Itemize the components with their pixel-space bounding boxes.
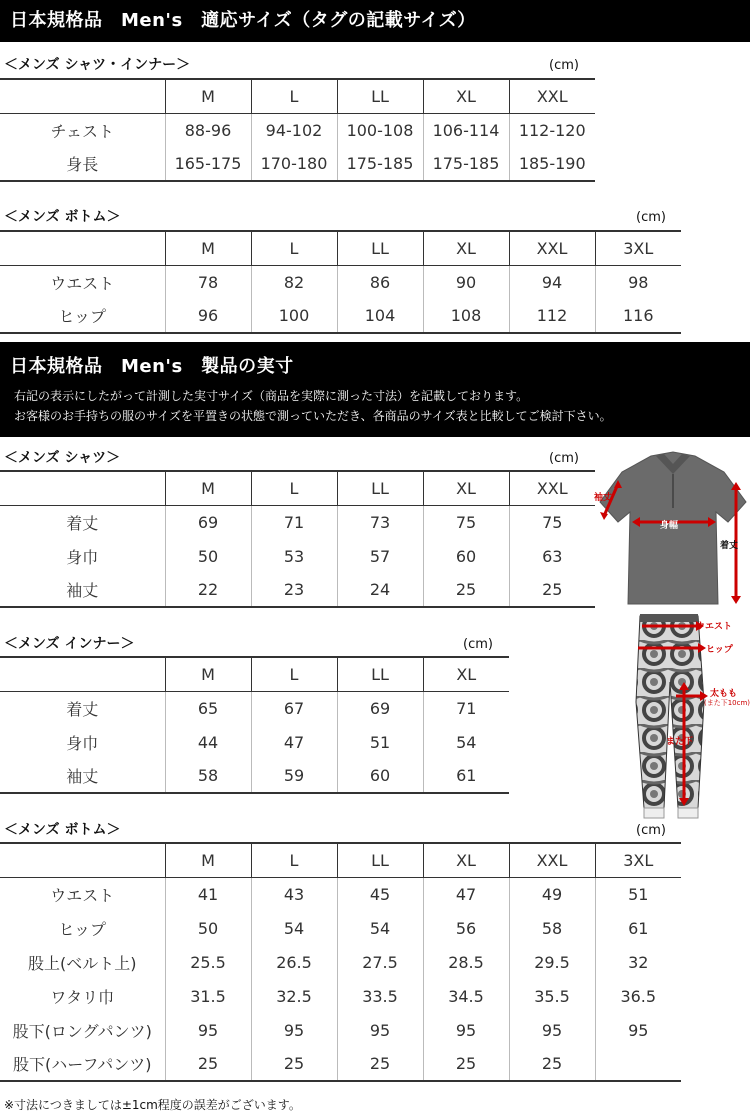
- table-cell: 90: [423, 265, 509, 299]
- row-label: 身巾: [66, 733, 99, 753]
- shirt-width-label: 身幅: [660, 521, 679, 531]
- table-row: [0, 877, 681, 911]
- size-header: XL: [423, 843, 509, 877]
- row-label: ウエスト: [50, 273, 115, 293]
- bottoms-actual-title: ＜メンズ ボトム＞: [4, 822, 121, 838]
- table-row: [0, 147, 595, 181]
- header-corner: [0, 471, 165, 505]
- table-cell: 116: [595, 299, 681, 333]
- table-row: [0, 1047, 681, 1081]
- size-header: XL: [423, 657, 509, 691]
- row-label: 袖丈: [0, 759, 165, 793]
- table-cell: 32: [595, 945, 681, 979]
- table-row: [0, 911, 681, 945]
- shirts-inner-fit-title: ＜メンズ シャツ・インナー＞: [4, 57, 191, 73]
- size-header: XL: [423, 231, 509, 265]
- size-header: M: [165, 231, 251, 265]
- actual-size-banner-title: 日本規格品 Men's 製品の実寸: [10, 356, 294, 377]
- row-label: ウエスト: [50, 885, 115, 905]
- bottoms-fit-table: [0, 230, 681, 334]
- header-row: [0, 471, 595, 505]
- table-cell: 51: [337, 725, 423, 759]
- header-row: [0, 843, 681, 877]
- header-row: [0, 231, 681, 265]
- row-label: 袖丈: [0, 573, 165, 607]
- table-cell: 25: [423, 1047, 509, 1081]
- table-cell: 54: [423, 725, 509, 759]
- inner-actual-unit: (cm): [463, 637, 493, 652]
- size-header: XXL: [509, 231, 595, 265]
- table-cell: 69: [165, 505, 251, 539]
- table-cell: 23: [251, 573, 337, 607]
- table-cell: 43: [251, 877, 337, 911]
- table-cell: 106-114: [423, 113, 509, 147]
- table-cell: 33.5: [337, 979, 423, 1013]
- table-cell: 71: [423, 691, 509, 725]
- table-cell: 86: [337, 265, 423, 299]
- table-cell: 95: [423, 1013, 509, 1047]
- table-cell: 50: [165, 911, 251, 945]
- row-label: 着丈: [66, 513, 99, 533]
- table-cell: 112-120: [509, 113, 595, 147]
- bottoms-fit-unit: (cm): [636, 210, 666, 225]
- table-cell: 50: [165, 539, 251, 573]
- table-cell: 25: [509, 573, 595, 607]
- header-corner: [0, 657, 165, 691]
- header-row: [0, 79, 595, 113]
- table-cell: 175-185: [337, 147, 423, 181]
- table-cell: 185-190: [509, 147, 595, 181]
- row-label: 着丈: [66, 699, 99, 719]
- shirt-diagram: [596, 448, 750, 608]
- table-cell: 41: [165, 877, 251, 911]
- pants-inseam-label: また下: [666, 737, 694, 747]
- row-label: ワタリ巾: [50, 987, 115, 1007]
- table-cell: 95: [251, 1013, 337, 1047]
- inner-actual-table: [0, 656, 509, 794]
- table-cell: 73: [337, 505, 423, 539]
- table-row: [0, 945, 681, 979]
- table-cell: 75: [423, 505, 509, 539]
- size-header: LL: [337, 79, 423, 113]
- table-cell: 69: [337, 691, 423, 725]
- table-cell: 25: [509, 1047, 595, 1081]
- table-cell: 22: [165, 573, 251, 607]
- table-cell: 75: [509, 505, 595, 539]
- size-header: L: [251, 471, 337, 505]
- row-label: 股上(ベルト上): [28, 953, 137, 973]
- table-row: [0, 1013, 681, 1047]
- table-cell: 63: [509, 539, 595, 573]
- table-row: [0, 265, 681, 299]
- table-cell: 95: [165, 1013, 251, 1047]
- table-cell: 65: [165, 691, 251, 725]
- pants-hip-label: ヒップ: [706, 645, 733, 655]
- fit-size-banner-title: 日本規格品 Men's 適応サイズ（タグの記載サイズ）: [10, 10, 476, 31]
- shirts-inner-fit-unit: (cm): [549, 58, 579, 73]
- row-label: ヒップ: [58, 919, 107, 939]
- table-cell: [595, 1047, 681, 1081]
- size-header: M: [165, 79, 251, 113]
- table-cell: 49: [509, 877, 595, 911]
- bottoms-fit-title: ＜メンズ ボトム＞: [4, 209, 121, 225]
- table-cell: 94: [509, 265, 595, 299]
- table-cell: 165-175: [165, 147, 251, 181]
- row-label: 身巾: [66, 547, 99, 567]
- table-cell: 61: [423, 759, 509, 793]
- table-cell: 95: [509, 1013, 595, 1047]
- table-cell: 25: [337, 1047, 423, 1081]
- table-cell: 45: [337, 877, 423, 911]
- table-cell: 44: [165, 725, 251, 759]
- size-header: M: [165, 657, 251, 691]
- table-cell: 104: [337, 299, 423, 333]
- table-cell: 54: [337, 911, 423, 945]
- size-header: LL: [337, 843, 423, 877]
- error-margin-note: ※寸法につきましては±1cm程度の誤差がございます。: [4, 1098, 301, 1112]
- shirts-actual-table: [0, 470, 595, 608]
- table-cell: 26.5: [251, 945, 337, 979]
- table-cell: 47: [251, 725, 337, 759]
- pants-waist-label: ウエスト: [696, 622, 733, 632]
- bottoms-actual-table: [0, 842, 681, 1082]
- pants-diagram: [612, 612, 750, 824]
- size-header: L: [251, 657, 337, 691]
- table-row: [0, 539, 595, 573]
- table-cell: 29.5: [509, 945, 595, 979]
- row-label: チェスト: [50, 121, 115, 141]
- table-cell: 60: [337, 759, 423, 793]
- shirts-actual-title: ＜メンズ シャツ＞: [4, 450, 121, 466]
- table-cell: 78: [165, 265, 251, 299]
- table-cell: 54: [251, 911, 337, 945]
- size-header: L: [251, 231, 337, 265]
- size-header: LL: [337, 471, 423, 505]
- size-header: M: [165, 843, 251, 877]
- size-header: XL: [423, 79, 509, 113]
- actual-size-desc-1: 右記の表示にしたがって計測した実寸サイズ（商品を実際に測った寸法）を記載しております。: [14, 389, 529, 403]
- table-cell: 96: [165, 299, 251, 333]
- table-cell: 100: [251, 299, 337, 333]
- size-header: LL: [337, 657, 423, 691]
- row-label: 身長: [0, 147, 165, 181]
- header-row: [0, 657, 509, 691]
- table-cell: 53: [251, 539, 337, 573]
- table-row: [0, 725, 509, 759]
- table-cell: 27.5: [337, 945, 423, 979]
- header-corner: [0, 231, 165, 265]
- table-cell: 82: [251, 265, 337, 299]
- shirt-sleeve-label: 袖丈: [594, 493, 613, 503]
- size-header: M: [165, 471, 251, 505]
- row-label: ヒップ: [0, 299, 165, 333]
- size-header: XXL: [509, 471, 595, 505]
- table-cell: 36.5: [595, 979, 681, 1013]
- table-row: [0, 979, 681, 1013]
- pants-thigh-note: (また下10cm): [704, 699, 750, 707]
- table-row: [0, 299, 681, 333]
- bottoms-actual-unit: (cm): [636, 823, 666, 838]
- table-row: [0, 113, 595, 147]
- shirt-length-label: 着丈: [720, 541, 739, 551]
- table-cell: 25: [165, 1047, 251, 1081]
- shirts-actual-unit: (cm): [549, 451, 579, 466]
- size-header: 3XL: [595, 231, 681, 265]
- header-corner: [0, 843, 165, 877]
- table-cell: 112: [509, 299, 595, 333]
- table-cell: 57: [337, 539, 423, 573]
- table-cell: 98: [595, 265, 681, 299]
- table-cell: 67: [251, 691, 337, 725]
- table-cell: 100-108: [337, 113, 423, 147]
- table-cell: 58: [509, 911, 595, 945]
- table-row: [0, 759, 509, 793]
- table-cell: 31.5: [165, 979, 251, 1013]
- table-cell: 88-96: [165, 113, 251, 147]
- table-cell: 25: [251, 1047, 337, 1081]
- table-cell: 94-102: [251, 113, 337, 147]
- size-header: XL: [423, 471, 509, 505]
- table-row: [0, 573, 595, 607]
- table-cell: 25.5: [165, 945, 251, 979]
- table-cell: 25: [423, 573, 509, 607]
- row-label: 股下(ロングパンツ): [12, 1021, 152, 1041]
- table-cell: 60: [423, 539, 509, 573]
- table-row: [0, 505, 595, 539]
- table-cell: 56: [423, 911, 509, 945]
- actual-size-desc-2: お客様のお手持ちの服のサイズを平置きの状態で測っていただき、各商品のサイズ表と比較してご検討下さい。: [14, 409, 612, 423]
- pants-thigh-label: 太もも: [710, 689, 738, 699]
- size-header: L: [251, 843, 337, 877]
- table-cell: 35.5: [509, 979, 595, 1013]
- table-row: [0, 691, 509, 725]
- table-cell: 61: [595, 911, 681, 945]
- shirts-inner-fit-table: [0, 78, 595, 182]
- size-header: XXL: [509, 843, 595, 877]
- table-cell: 175-185: [423, 147, 509, 181]
- header-corner: [0, 79, 165, 113]
- table-cell: 59: [251, 759, 337, 793]
- table-cell: 95: [337, 1013, 423, 1047]
- fit-size-banner: [0, 0, 750, 42]
- table-cell: 28.5: [423, 945, 509, 979]
- table-cell: 34.5: [423, 979, 509, 1013]
- row-label: 股下(ハーフパンツ): [0, 1047, 165, 1081]
- actual-size-banner: [0, 342, 750, 437]
- size-header: XXL: [509, 79, 595, 113]
- size-header: 3XL: [595, 843, 681, 877]
- table-cell: 47: [423, 877, 509, 911]
- table-cell: 71: [251, 505, 337, 539]
- size-header: LL: [337, 231, 423, 265]
- size-header: L: [251, 79, 337, 113]
- table-cell: 108: [423, 299, 509, 333]
- table-cell: 24: [337, 573, 423, 607]
- table-cell: 51: [595, 877, 681, 911]
- table-cell: 95: [595, 1013, 681, 1047]
- table-cell: 170-180: [251, 147, 337, 181]
- table-cell: 58: [165, 759, 251, 793]
- table-cell: 32.5: [251, 979, 337, 1013]
- inner-actual-title: ＜メンズ インナー＞: [4, 636, 135, 652]
